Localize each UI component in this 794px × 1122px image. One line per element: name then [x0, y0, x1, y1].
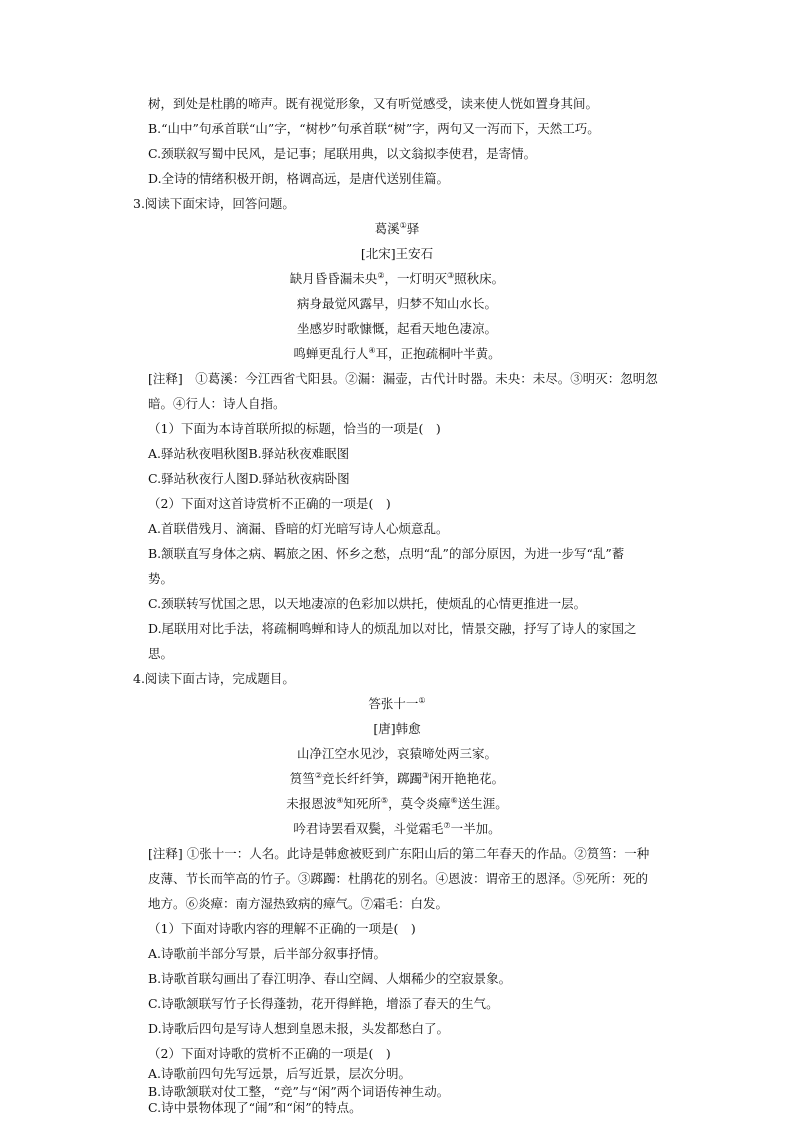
q4-poem-title: 答张十一① [368, 695, 426, 711]
q3-sub2-stem: （2）下面对这首诗赏析不正确的一项是( ) [148, 496, 391, 511]
q3-sub2-option-b-line-2: 势。 [148, 571, 174, 586]
q4-sub1-option-d: D.诗歌后四句是写诗人想到皇恩未报，头发都愁白了。 [148, 1021, 450, 1036]
q4-author: [唐]韩愈 [373, 721, 421, 736]
q3-sub2-option-c: C.颈联转写忧国之思，以天地凄凉的色彩加以烘托，使烦乱的心情更推进一层。 [148, 596, 587, 611]
q4-poem-line-4: 吟君诗罢看双鬓，斗觉霜毛⑦一半加。 [293, 820, 501, 836]
q3-poem-line-2: 病身最觉风露早，归梦不知山水长。 [296, 296, 497, 311]
q4-sub1-stem: （1）下面对诗歌内容的理解不正确的一项是( ) [148, 921, 416, 936]
q3-notes-line-2: 暗。④行人：诗人自指。 [148, 396, 286, 411]
q4-sub2-option-c: C.诗中景物体现了“闹”和“闲”的特点。 [148, 1100, 362, 1115]
q3-sub1-options-cd: C.驿站秋夜行人图D.驿站秋夜病卧图 [148, 471, 350, 486]
q2-intro-continuation: 树，到处是杜鹃的啼声。既有视觉形象，又有听觉感受，读来使人恍如置身其间。 [148, 96, 599, 111]
q4-notes-line-1: [注释] ①张十一：人名。此诗是韩愈被贬到广东阳山后的第二年春天的作品。②筼筜：一种 [148, 846, 650, 861]
q2-option-d: D.全诗的情绪积极开朗，格调高远，是唐代送别佳篇。 [148, 171, 450, 186]
q4-sub1-option-a: A.诗歌前半部分写景，后半部分叙事抒情。 [148, 946, 387, 961]
q4-poem-line-3: 未报恩波④知死所⑤，莫令炎瘴⑥送生涯。 [286, 795, 508, 811]
q4-sub1-option-b: B.诗歌首联勾画出了春江明净、春山空阔、人烟稀少的空寂景象。 [148, 971, 512, 986]
q4-notes-line-2: 皮薄、节长而竿高的竹子。③踯躅：杜鹃花的别名。④恩波：谓帝王的恩泽。⑤死所：死的 [148, 871, 649, 886]
q3-sub2-option-d-line-2: 思。 [148, 646, 174, 661]
q4-sub2-option-b: B.诗歌颔联对仗工整，“竞”与“闲”两个词语传神生动。 [148, 1084, 450, 1099]
q3-sub1-stem: （1）下面为本诗首联所拟的标题，恰当的一项是( ) [148, 421, 441, 436]
q3-poem-line-4: 鸣蝉更乱行人④耳，正抱疏桐叶半黄。 [293, 345, 501, 361]
q4-sub2-option-a: A.诗歌前四句先写远景，后写近景，层次分明。 [148, 1066, 412, 1081]
q4-stem: 4.阅读下面古诗，完成题目。 [133, 671, 295, 686]
q3-stem: 3.阅读下面宋诗，回答问题。 [133, 196, 295, 211]
q4-poem-line-1: 山净江空水见沙，哀猿啼处两三家。 [296, 746, 497, 761]
q4-poem-line-2: 筼筜②竞长纤纤笋，踯躅③闲开艳艳花。 [289, 770, 505, 786]
q3-sub2-option-d-line-1: D.尾联用对比手法，将疏桐鸣蝉和诗人的烦乱加以对比，情景交融，抒写了诗人的家国之 [148, 621, 637, 636]
q3-notes-line-1: [注释] ①葛溪：今江西省弋阳县。②漏：漏壶，古代计时器。未央：未尽。③明灭：忽明忽 [148, 371, 658, 386]
q2-option-c: C.颈联叙写蜀中民风，是记事；尾联用典，以文翁拟李使君，是寄情。 [148, 146, 537, 161]
q2-option-b: B.“山中”句承首联“山”字，“树杪”句承首联“树”字，两句又一泻而下，天然工巧。 [148, 121, 600, 136]
q3-poem-line-1: 缺月昏昏漏未央②，一灯明灭③照秋床。 [289, 270, 505, 286]
q4-sub1-option-c: C.诗歌颔联写竹子长得蓬勃，花开得鲜艳，增添了春天的生气。 [148, 996, 499, 1011]
q3-sub2-option-b-line-1: B.颔联直写身体之病、羁旅之困、怀乡之愁，点明“乱”的部分原因，为进一步写“乱”蓄 [148, 546, 625, 561]
q3-poem-line-3: 坐感岁时歌慷慨，起看天地色凄凉。 [296, 321, 497, 336]
q4-notes-line-3: 地方。⑥炎瘴：南方湿热致病的瘴气。⑦霜毛：白发。 [148, 896, 449, 911]
q3-poem-title: 葛溪①驿 [374, 220, 420, 236]
q3-sub1-options-ab: A.驿站秋夜唱秋图B.驿站秋夜难眠图 [148, 446, 350, 461]
q3-author: [北宋]王安石 [360, 246, 434, 261]
q3-sub2-option-a: A.首联借残月、滴漏、昏暗的灯光暗写诗人心烦意乱。 [148, 521, 449, 536]
q4-sub2-stem: （2）下面对诗歌的赏析不正确的一项是( ) [148, 1046, 391, 1061]
